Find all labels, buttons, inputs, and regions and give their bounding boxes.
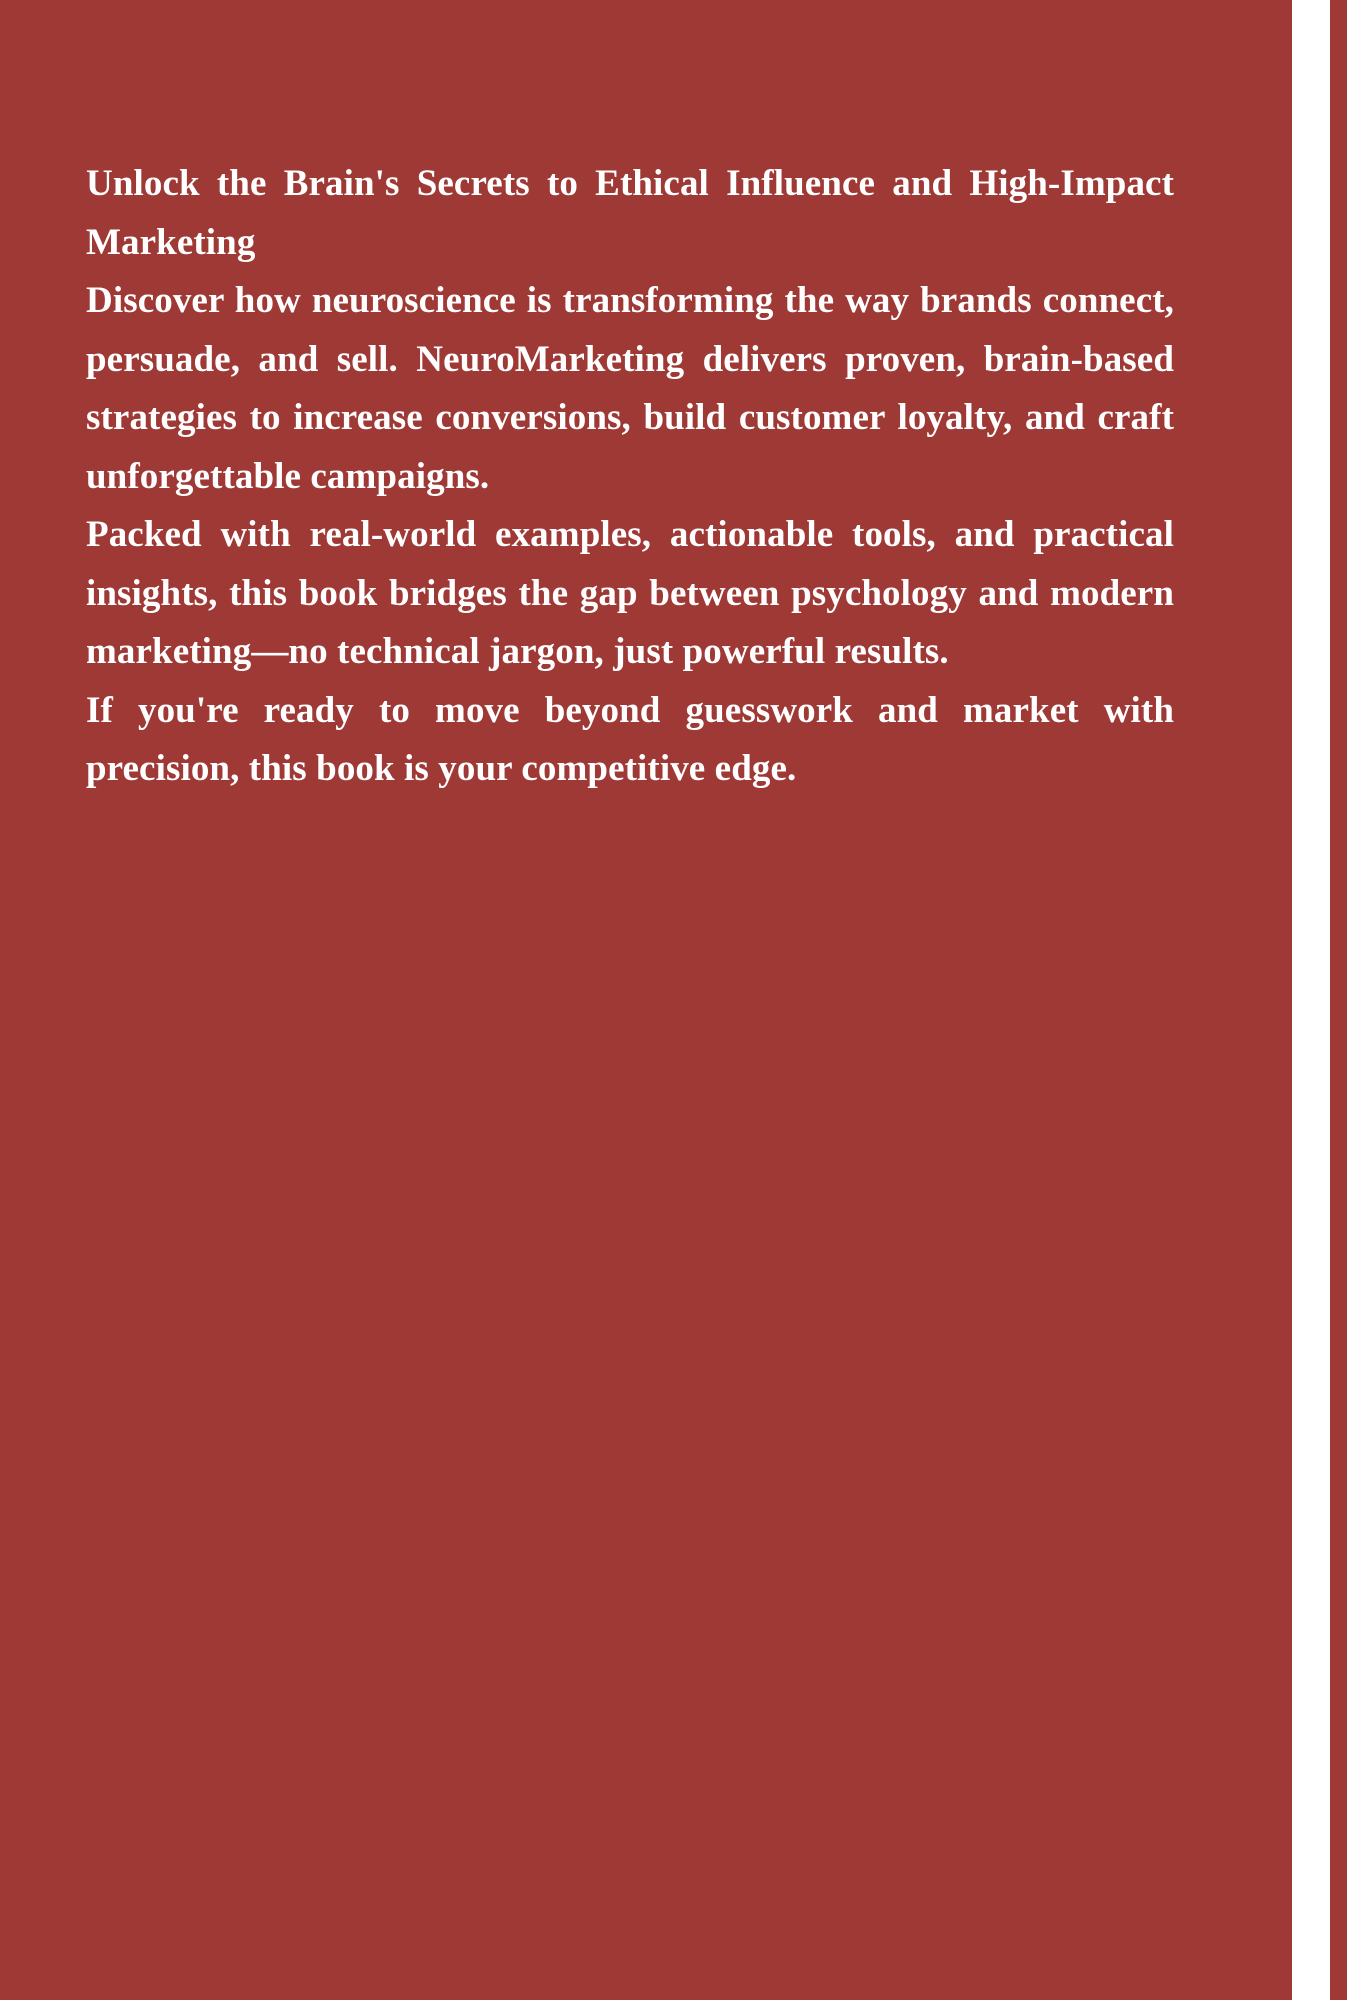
blurb-heading: Unlock the Brain's Secrets to Ethical Influence and High-Impact Marketing (86, 163, 1174, 263)
blurb-paragraph-closing: If you're ready to move beyond guesswork and market with precision, this book is your competitive edge. (86, 689, 1174, 789)
spine-gap (1292, 0, 1330, 2000)
spine-edge (1330, 0, 1347, 2000)
back-cover-blurb (86, 155, 1174, 799)
blurb-paragraph-details: Packed with real-world examples, actionable tools, and practical insights, this book bridges the gap between psychology and modern marketing—no technical jargon, just powerful results. (86, 514, 1174, 672)
blurb-paragraph-intro: Discover how neuroscience is transforming the way brands connect, persuade, and sell. NeuroMarketing delivers proven, brain-based strategies to increase conversions, build customer loyalty, and craft unforgettable campaigns. (86, 280, 1174, 497)
